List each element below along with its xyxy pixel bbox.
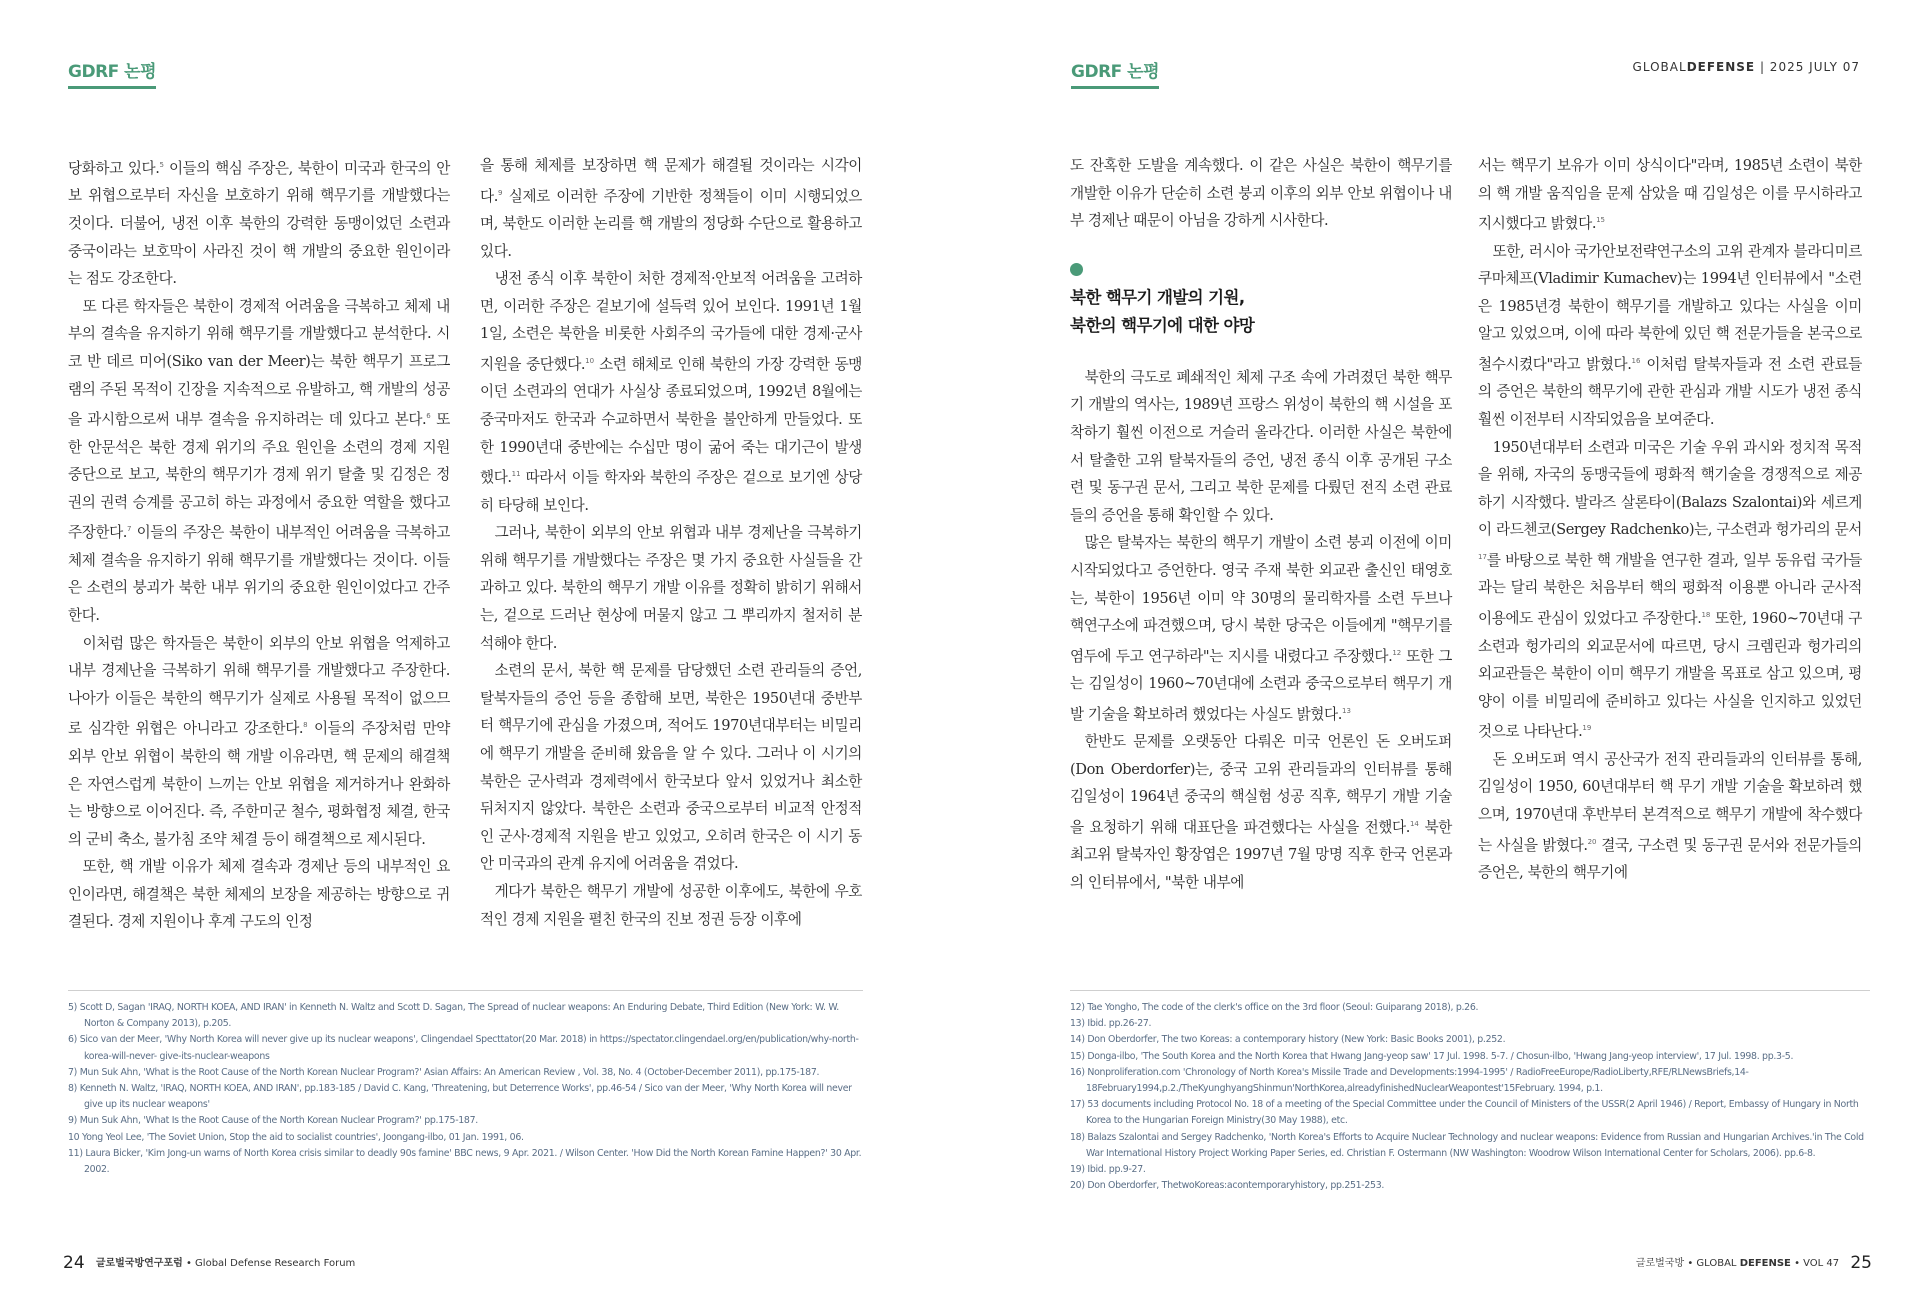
right-page xyxy=(960,0,1920,1303)
footnote-ref: 5 xyxy=(159,161,164,169)
paragraph-text: 1950년대부터 소련과 미국은 기술 우위 과시와 정치적 목적을 위해, 자국의 동맹국들에 평화적 핵기술을 경쟁적으로 제공하기 시작했다. 발라즈 살론타이(Balazs Szalontai)와 세르게이 라드첸코(Sergey Radchenko)는, 구소련과 헝가리의 문서 xyxy=(1478,438,1862,539)
footnote-ref: 20 xyxy=(1587,837,1597,846)
paragraph xyxy=(1478,434,1862,746)
right-column-1-body xyxy=(1070,364,1452,897)
footnote-item: 16) Nonproliferation.com 'Chronology of North Korea's Missile Trade and Developments:1994-1995' / RadioFreeEurope/RadioLiberty,RFE/RLNewsBriefs,14-18February1994,p.2./TheKyunghyangShinmun'NorthKorea,alreadyfinishedNuclearWeapontest'15February. 1994, p.1. xyxy=(1070,1066,1749,1095)
page-footer-right xyxy=(1636,1253,1880,1273)
right-column-1 xyxy=(1070,152,1452,897)
paragraph xyxy=(1478,238,1862,434)
paragraph-text: 따라서 이들 학자와 북한의 주장은 겉으로 보기엔 상당히 타당해 보인다. xyxy=(480,469,862,514)
issue-date: | 2025 JULY 07 xyxy=(1759,60,1860,74)
issue-label-bold: DEFENSE xyxy=(1686,60,1756,74)
page-number: 25 xyxy=(1850,1253,1872,1273)
paragraph-text: 서는 핵무기 보유가 이미 상식이다"라며, 1985년 소련이 북한의 핵 개발 움직임을 문제 삼았을 때 김일성은 이를 무시하라고 지시했다고 밝혔다. xyxy=(1478,157,1862,233)
paragraph xyxy=(68,152,450,293)
volume-label: • VOL 47 xyxy=(1790,1258,1840,1269)
section-brand-label: GDRF 논평 xyxy=(68,57,156,89)
paragraph-text: 을 통해 체제를 보장하면 핵 문제가 해결될 것이라는 시각이다. xyxy=(480,157,862,205)
paragraph-text: 북한의 극도로 폐쇄적인 체제 구조 속에 가려졌던 북한 핵무기 개발의 역사는, 1989년 프랑스 위성이 북한의 핵 시설을 포착하기 훨씬 이전으로 거슬러 올라간다. 이러한 사실은 북한에서 탈출한 고위 탈북자들의 증언, 냉전 종식 이후 공개된 구소련 및 동구권 문서, 그리고 북한 문제를 다뤘던 전직 소련 관료들의 증언을 통해 확인할 수 있다. xyxy=(1070,368,1452,524)
journal-name-en: • Global Defense Research Forum xyxy=(185,1258,356,1269)
footnote-item: 6) Sico van der Meer, 'Why North Korea will never give up its nuclear weapons', Clingendael Specttator(20 Mar. 2018) in https://spectator.clingendael.org/en/publication/why-north-korea-will-never- give-its-nuclear-weapons xyxy=(68,1034,859,1062)
footnote-ref: 15 xyxy=(1596,216,1605,225)
footnote-ref: 12 xyxy=(1392,648,1402,657)
section-heading-block xyxy=(1070,263,1452,340)
paragraph xyxy=(1070,364,1452,530)
journal-name-kr: 글로벌국방연구포럼 xyxy=(95,1258,183,1269)
paragraph-text: 소련 해체로 인해 북한의 가장 강력한 동맹이던 소련과의 연대가 사실상 종료되었으며, 1992년 8월에는 중국마저도 한국과 수교하면서 북한을 불안하게 만들었다. 또한 1990년대 중반에는 수십만 명이 굶어 죽는 대기근이 발생했다. xyxy=(480,355,862,487)
footnote-item: 18) Balazs Szalontai and Sergey Radchenko, 'North Korea's Efforts to Acquire Nuclear Technology and nuclear weapons: Evidence from Russian and Hungarian Archives.'in The Cold War International History Project Working Paper Series, ed. Christian F. Ostermann (NW Washington: Woodrow Wilson International Center for Scholars, 2006). pp.6-8. xyxy=(1070,1131,1864,1159)
journal-name-en: • GLOBAL xyxy=(1684,1258,1740,1269)
footnote-item: 7) Mun Suk Ahn, 'What is the Root Cause of the North Korean Nuclear Program?' Asian Affairs: An American Review , Vol. 38, No. 4 (October-December 2011), pp.175-187. xyxy=(68,1066,820,1078)
footnote-item: 11) Laura Bicker, 'Kim Jong-un warns of North Korea crisis similar to deadly 90s famine' BBC news, 9 Apr. 2021. / Wilson Center. 'How Did the North Korean Famine Happen?' 30 Apr. 2002. xyxy=(68,1147,862,1176)
paragraph xyxy=(68,853,450,936)
footnotes-right xyxy=(1070,1000,1870,1194)
paragraph xyxy=(480,657,862,878)
paragraph-text: 한반도 문제를 오랫동안 다뤄온 미국 언론인 돈 오버도퍼(Don Oberdorfer)는, 중국 고위 관리들과의 인터뷰를 통해 김일성이 1964년 중국의 핵실험 성공 직후, 핵무기 개발 기술을 요청하기 위해 대표단을 파견했다는 사실을 전했다. xyxy=(1070,733,1452,836)
issue-label-light: GLOBAL xyxy=(1632,60,1687,74)
footnote-divider xyxy=(1070,990,1870,991)
section-heading xyxy=(1070,284,1452,340)
journal-name-kr: 글로벌국방 xyxy=(1635,1258,1685,1269)
footnote-item: 12) Tae Yongho, The code of the clerk's office on the 3rd floor (Seoul: Guiparang 2018), p.26. xyxy=(1070,1002,1479,1013)
paragraph-text: 이처럼 탈북자들과 전 소련 관료들의 증언은 북한의 핵무기에 관한 관심과 개발 시도가 냉전 종식 훨씬 이전부터 시작되었음을 보여준다. xyxy=(1478,355,1862,429)
paragraph xyxy=(480,519,862,657)
paragraph-text: 많은 탈북자는 북한의 핵무기 개발이 소련 붕괴 이전에 이미 시작되었다고 증언한다. 영국 주재 북한 외교관 출신인 태영호는, 북한이 1956년 이미 약 30명의 물리학자를 소련 두브나 핵연구소에 파견했으며, 당시 북한 당국은 이들에게 "핵무기를 염두에 두고 연구하라"는 지시를 내렸다고 주장했다. xyxy=(1070,534,1452,665)
paragraph xyxy=(1478,746,1862,887)
footnote-ref: 14 xyxy=(1409,820,1419,828)
footnote-item: 5) Scott D, Sagan 'IRAQ, NORTH KOEA, AND IRAN' in Kenneth N. Waltz and Scott D. Sagan, The Spread of nuclear weapons: An Enduring Debate, Third Edition (New York: W. W. Norton & Company 2013), p.205. xyxy=(68,1002,839,1030)
paragraph: 도 잔혹한 도발을 계속했다. 이 같은 사실은 북한이 핵무기를 개발한 이유가 단순히 소련 붕괴 이후의 외부 안보 위협이나 내부 경제난 때문이 아님을 강하게 시사한다. xyxy=(1070,157,1452,230)
section-brand-label: GDRF 논평 xyxy=(1071,57,1159,89)
footnote-divider xyxy=(68,990,863,991)
paragraph xyxy=(480,878,862,933)
footnote-item: 9) Mun Suk Ahn, 'What Is the Root Cause of the North Korean Nuclear Program?' pp.175-187. xyxy=(68,1115,478,1127)
paragraph-text: 이들의 주장처럼 만약 외부 안보 위협이 북한의 핵 개발 이유라면, 핵 문제의 해결책은 자연스럽게 북한이 느끼는 안보 위협을 제거하거나 완화하는 방향으로 이어진다. 즉, 주한미군 철수, 평화협정 체결, 한국의 군비 축소, 불가침 조약 체결 등이 해결책으로 제시된다. xyxy=(68,720,450,848)
paragraph-text: 돈 오버도퍼 역시 공산국가 전직 관리들과의 인터뷰를 통해, 김일성이 1950, 60년대부터 핵 무기 개발 기술을 확보하려 했으며, 1970년대 후반부터 본격적으로 핵무기 개발에 착수했다는 사실을 밝혔다. xyxy=(1478,750,1862,854)
footnote-ref: 9 xyxy=(497,188,503,197)
page-number: 24 xyxy=(63,1253,85,1273)
paragraph-text: 그러나, 북한이 외부의 안보 위협과 내부 경제난을 극복하기 위해 핵무기를 개발했다는 주장은 몇 가지 중요한 사실들을 간과하고 있다. 북한의 핵무기 개발 이유를 정확히 밝히기 위해서는, 겉으로 드러난 현상에 머물지 않고 그 뿌리까지 철저히 분석해야 한다. xyxy=(480,524,862,652)
paragraph-text: 또한, 러시아 국가안보전략연구소의 고위 관계자 블라디미르 쿠마체프(Vladimir Kumachev)는 1994년 인터뷰에서 "소련은 1985년경 북한이 핵무기를 개발하고 있다는 사실을 이미 알고 있었으며, 이에 따라 북한에 있던 핵 전문가들을 본국으로 철수시켰다"라고 밝혔다. xyxy=(1478,242,1862,373)
paragraph-text: 또한, 핵 개발 이유가 체제 결속과 경제난 등의 내부적인 요인이라면, 해결책은 북한 체제의 보장을 제공하는 방향으로 귀결된다. 경제 지원이나 후계 구도의 인정 xyxy=(68,858,450,931)
paragraph xyxy=(1478,152,1862,238)
paragraph xyxy=(480,265,862,519)
footnote-item: 10 Yong Yeol Lee, 'The Soviet Union, Stop the aid to socialist countries', Joongang-ilbo, 01 Jan. 1991, 06. xyxy=(68,1131,524,1143)
footnote-item: 14) Don Oberdorfer, The two Koreas: a contemporary history (New York: Basic Books 2001), p.252. xyxy=(1070,1034,1506,1046)
paragraph-text: 또한 안문석은 북한 경제 위기의 주요 원인을 소련의 경제 지원 중단으로 보고, 북한의 핵무기가 경제 위기 탈출 및 김정은 정권의 권력 승계를 공고히 하는 과정에서 중요한 역할을 했다고 주장한다. xyxy=(68,411,450,542)
footnote-item: 19) Ibid. pp.9-27. xyxy=(1070,1164,1146,1176)
footnotes-left xyxy=(68,1000,863,1178)
paragraph-text: 또 다른 학자들은 북한이 경제적 어려움을 극복하고 체제 내부의 결속을 유지하기 위해 핵무기를 개발했다고 분석한다. 시코 반 데르 미어(Siko van der Meer)는 북한 핵무기 프로그램의 주된 목적이 긴장을 지속적으로 유발하고, 핵 개발의 성공을 과시함으로써 내부 결속을 유지하려는 데 있다고 본다. xyxy=(68,297,450,429)
left-column-2 xyxy=(480,152,862,933)
footnote-ref: 8 xyxy=(303,721,308,730)
paragraph-text: 냉전 종식 이후 북한이 처한 경제적·안보적 어려움을 고려하면, 이러한 주장은 겉보기에 설득력 있어 보인다. 1991년 1월 1일, 소련은 북한을 비롯한 사회주의 국가들에 대한 경제·군사 지원을 중단했다. xyxy=(480,270,862,373)
paragraph-text: 또한, 1960~70년대 구소련과 헝가리의 외교문서에 따르면, 당시 크렘린과 헝가리의 외교관들은 북한이 이미 핵무기 개발을 목표로 삼고 있으며, 평양이 이를 비밀리에 준비하고 있다는 사실을 인지하고 있었던 것으로 나타난다. xyxy=(1478,609,1862,741)
paragraph-text: 실제로 이러한 주장에 기반한 정책들이 이미 시행되었으며, 북한도 이러한 논리를 핵 개발의 정당화 수단으로 활용하고 있다. xyxy=(480,187,862,260)
paragraph-text: 또한 그는 김일성이 1960~70년대에 소련과 중국으로부터 핵무기 개발 기술을 확보하려 했었다는 사실도 밝혔다. xyxy=(1070,647,1452,723)
right-column-2 xyxy=(1478,152,1862,887)
footnote-item: 17) 53 documents including Protocol No. 18 of a meeting of the Special Committee under the Council of Ministers of the USSR(2 April 1946) / Report, Embassy of Hungary in North Korea to the Hungarian Foreign Ministry(30 May 1988), etc. xyxy=(1070,1099,1859,1127)
paragraph xyxy=(68,293,450,630)
paragraph-text: 소련의 문서, 북한 핵 문제를 담당했던 소련 관리들의 증언, 탈북자들의 증언 등을 종합해 보면, 북한은 1950년대 중반부터 핵무기에 관심을 가졌으며, 적어도 1970년대부터는 비밀리에 핵무기 개발을 준비해 왔음을 알 수 있다. 그러나 이 시기의 북한은 군사력과 경제력에서 한국보다 앞서 있었거나 최소한 뒤처지지 않았다. 북한은 소련과 중국으로부터 비교적 안정적인 군사·경제적 지원을 받고 있었고, 오히려 한국은 이 시기 동안 미국과의 관계 유지에 어려움을 겪었다. xyxy=(480,662,862,873)
paragraph-text: 이들의 주장은 북한이 내부적인 어려움을 극복하고 체제 결속을 유지하기 위해 핵무기를 개발했다는 것이다. 이들은 소련의 붕괴가 북한 내부 위기의 중요한 원인이었다고 간주한다. xyxy=(68,524,450,625)
issue-label xyxy=(1633,60,1860,74)
left-column-1 xyxy=(68,152,450,936)
paragraph-text: 게다가 북한은 핵무기 개발에 성공한 이후에도, 북한에 우호적인 경제 지원을 펼친 한국의 진보 정권 등장 이후에 xyxy=(480,883,862,928)
paragraph-text: 당화하고 있다. xyxy=(68,159,160,177)
paragraph-text: 북한 최고위 탈북자인 황장엽은 1997년 7월 망명 직후 한국 언론과의 인터뷰에서, "북한 내부에 xyxy=(1070,818,1452,892)
paragraph xyxy=(68,630,450,854)
footnote-ref: 13 xyxy=(1342,706,1351,715)
page-footer-left xyxy=(55,1253,355,1273)
footnote-ref: 10 xyxy=(585,357,595,366)
footnote-item: 13) Ibid. pp.26-27. xyxy=(1070,1018,1152,1030)
footnote-ref: 16 xyxy=(1631,357,1641,366)
section-heading-line-2: 북한의 핵무기에 대한 야망 xyxy=(1070,315,1255,335)
section-heading-line-1: 북한 핵무기 개발의 기원, xyxy=(1070,287,1245,307)
paragraph-text: 이처럼 많은 학자들은 북한이 외부의 안보 위협을 억제하고 내부 경제난을 극복하기 위해 핵무기를 개발했다고 주장한다. 나아가 이들은 북한의 핵무기가 실제로 사용될 목적이 없으므로 심각한 위협은 아니라고 강조한다. xyxy=(68,634,450,738)
paragraph xyxy=(480,152,862,265)
paragraph-text: 를 바탕으로 북한 핵 개발을 연구한 결과, 일부 동유럽 국가들과는 달리 북한은 처음부터 핵의 평화적 이용뿐 아니라 군사적 이용에도 관심이 있었다고 주장한다. xyxy=(1478,551,1862,627)
footnote-item: 20) Don Oberdorfer, ThetwoKoreas:acontemporaryhistory, pp.251-253. xyxy=(1070,1180,1385,1192)
footnote-ref: 7 xyxy=(127,525,132,534)
paragraph-text: 결국, 구소련 및 동구권 문서와 전문가들의 증언은, 북한의 핵무기에 xyxy=(1478,836,1862,881)
footnote-item: 15) Donga-ilbo, 'The South Korea and the North Korea that Hwang Jang-yeop saw' 17 Jul. 1998. 5-7. / Chosun-ilbo, 'Hwang Jang-yeop interview', 17 Jul. 1998. pp.3-5. xyxy=(1070,1050,1794,1062)
footnote-ref: 6 xyxy=(426,412,431,421)
footnote-ref: 11 xyxy=(511,470,521,479)
paragraph xyxy=(1070,728,1452,896)
footnote-item: 8) Kenneth N. Waltz, 'IRAQ, NORTH KOEA, AND IRAN', pp.183-185 / David C. Kang, 'Threatening, but Deterrence Works', pp.46-54 / Sico van der Meer, 'Why North Korea will never give up its nuclear weapons' xyxy=(68,1083,852,1111)
footnote-ref: 18 xyxy=(1701,611,1711,620)
footnote-ref: 17 xyxy=(1478,553,1487,562)
footnote-ref: 19 xyxy=(1582,724,1592,733)
paragraph-text: 이들의 핵심 주장은, 북한이 미국과 한국의 안보 위협으로부터 자신을 보호하기 위해 핵무기를 개발했다는 것이다. 더불어, 냉전 이후 북한의 강력한 동맹이었던 소련과 중국이라는 보호막이 사라진 것이 핵 개발의 중요한 원인이라는 점도 강조한다. xyxy=(68,159,450,288)
journal-name-en-bold: DEFENSE xyxy=(1739,1258,1791,1269)
bullet-dot-icon xyxy=(1070,263,1083,276)
paragraph xyxy=(1070,529,1452,728)
